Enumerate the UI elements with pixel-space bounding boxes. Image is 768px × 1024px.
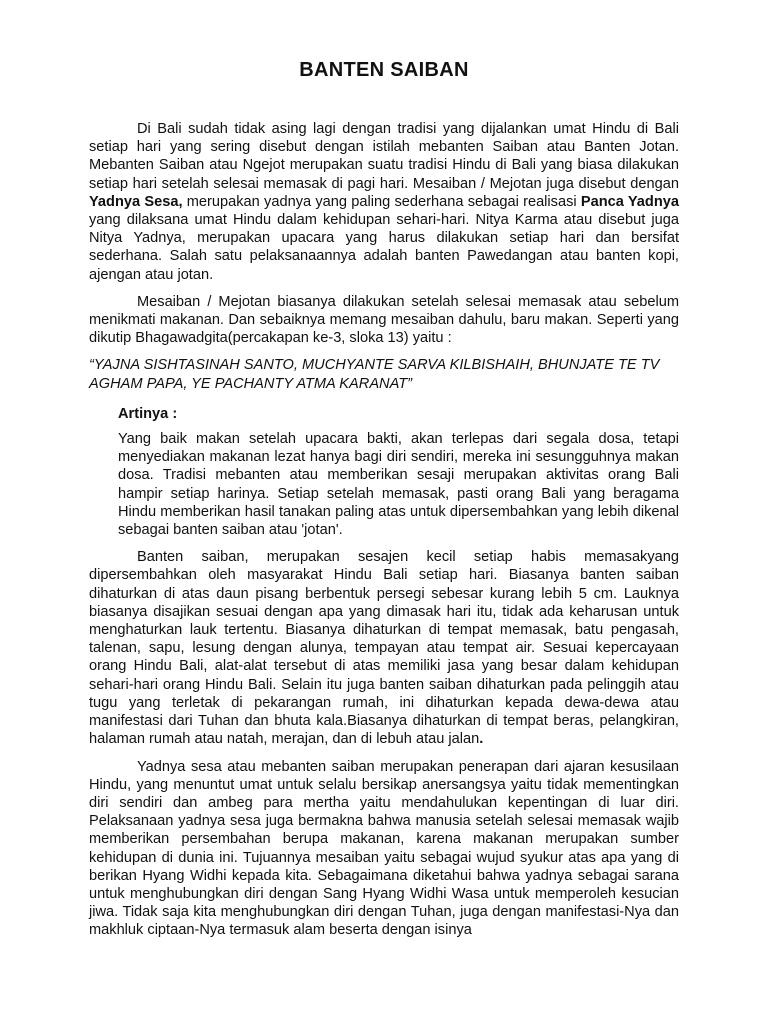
paragraph-1 [89,120,679,284]
document-page [89,58,679,949]
panca-yadnya-term: Panca Yadnya [580,193,679,210]
paragraph-1-text-d: yang dilaksana umat Hindu dalam kehidupan sehari-hari. Nitya Karma atau disebut juga Nitya Yadnya, merupakan upacara yang harus dilakukan setiap hari dan bersifat sederhana. Salah satu pelaksanaannya adalah banten Pawedangan atau banten kopi, ajengan atau jotan. [89,212,679,283]
paragraph-3-text: Banten saiban, merupakan sesajen kecil setiap habis memasakyang dipersembahkan oleh masyarakat Hindu Bali setiap hari. Biasanya banten saiban dihaturkan di atas daun pisang berbentuk persegi sebesar kurang lebih 5 cm. Lauknya biasanya disajikan sesuai dengan apa yang dimasak hari itu, tidak ada keharusan untuk menghaturkan lauk tertentu. Biasanya dihaturkan di tempat memasak, batu pengasah, talenan, sapu, lesung dengan alunya, tempayan atau tempat air. Sesuai kepercayaan orang Hindu Bali, alat-alat tersebut di atas memiliki jasa yang besar dalam kehidupan sehari-hari orang Hindu Bali. Selain itu juga banten saiban dihaturkan pada pelinggih atau tugu yang terletak di pekarangan rumah, ini dihaturkan kepada dewa-dewa atau manifestasi dari Tuhan dan bhuta kala.Biasanya dihaturkan di tempat beras, pelangkiran, halaman rumah atau natah, merajan, dan di lebuh atau jalan [89,549,679,748]
paragraph-4: Yadnya sesa atau mebanten saiban merupakan penerapan dari ajaran kesusilaan Hindu, yang menuntut umat untuk selalu bersikap anersangsya yaitu tidak mementingkan diri sendiri dan ambeg para mertha yaitu mendahulukan kepentingan di luar diri. Pelaksanaan yadnya sesa juga bermakna bahwa manusia setelah selesai memasak wajib memberikan persembahan berupa makanan, karena makanan merupakan sumber kehidupan di dunia ini. Tujuannya mesaiban yaitu sebagai wujud syukur atas apa yang di berikan Hyang Widhi kepada kita. Sebagaimana diketahui bahwa yadnya sebagai sarana untuk menghubungkan diri dengan Sang Hyang Widhi Wasa untuk memperoleh kesucian jiwa. Tidak saja kita menghubungkan diri dengan Tuhan, juga dengan manifestasi-Nya dan makhluk ciptaan-Nya termasuk alam beserta dengan isinya [89,758,679,939]
paragraph-1-text-c: merupakan yadnya yang paling sederhana sebagai realisasi [182,193,581,210]
artinya-text: Yang baik makan setelah upacara bakti, akan terlepas dari segala dosa, tetapi menyediakan makanan lezat hanya bagi diri sendiri, mereka ini sesungguhnya makan dosa. Tradisi mebanten atau memberikan sesaji merupakan aktivitas orang Bali hampir setiap harinya. Setiap setelah memasak, pasti orang Bali yang beragama Hindu memberikan hasil tanakan paling atas untuk dipersembahkan yang lebih dikenal sebagai banten saiban atau 'jotan'. [118,431,679,539]
yadnya-sesa-term: Yadnya Sesa, [89,193,183,210]
document-title: BANTEN SAIBAN [299,59,469,81]
paragraph-2: Mesaiban / Mejotan biasanya dilakukan setelah selesai memasak atau sebelum menikmati makanan. Dan sebaiknya memang mesaiban dahulu, baru makan. Seperti yang dikutip Bhagawadgita(percakapan ke-3, sloka 13) yaitu : [89,293,679,347]
artinya-label: Artinya : [118,405,178,422]
paragraph-3-period: . [479,731,484,748]
paragraph-1-text-a: Di Bali sudah tidak asing lagi dengan tradisi yang dijalankan umat Hindu di Bali setiap hari yang sering disebut dengan istilah mebanten Saiban atau Banten Jotan. Mebanten Saiban atau Ngejot merupakan suatu tradisi Hindu di Bali yang biasa dilakukan setiap hari setelah selesai memasak di pagi hari. Mesaiban / Mejotan juga disebut dengan [89,121,679,192]
paragraph-3 [89,548,679,748]
sloka-quote: “YAJNA SISHTASINAH SANTO, MUCHYANTE SARVA KILBISHAIH, BHUNJATE TE TV AGHAM PAPA, YE PACHANTY ATMA KARANAT” [89,357,660,392]
